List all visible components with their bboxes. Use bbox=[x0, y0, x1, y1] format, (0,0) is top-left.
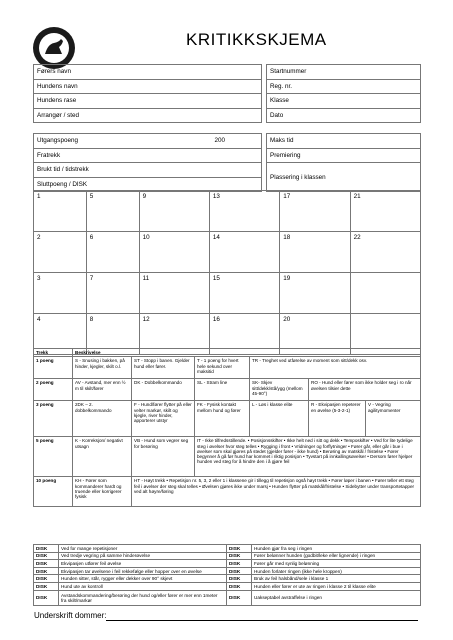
info-label: Klasse bbox=[267, 94, 421, 109]
disk-label: DISK bbox=[227, 590, 252, 605]
exercise-cell bbox=[350, 273, 420, 314]
info-label: Hundens rase bbox=[34, 94, 262, 109]
legend-cell: SK- Skjev sitt/dekk/stå/ygg (mellom 45-90°) bbox=[250, 379, 309, 401]
disk-reason: Hund ute av kontroll bbox=[59, 582, 227, 590]
right-info-table bbox=[266, 64, 421, 123]
legend-cell: RO - Hund eller fører som ikke holder seg i ro når øvelsen tilsier dette bbox=[309, 379, 421, 401]
utgangspoeng-value: 200 bbox=[214, 137, 226, 145]
exercise-cell: 18 bbox=[280, 232, 350, 273]
exercise-cell: 15 bbox=[209, 273, 279, 314]
exercise-cell: 14 bbox=[209, 232, 279, 273]
legend-cell: IT - Ikke tilfredsstillende. • Posisjonsskifter • Ikke helt ned i sitt og dekk • Temposkifter • Ved for lite tydelige steg i øvelser hvor steg telles • Rygging i front • Vridninger og forflytninger • Fører går, eller går i bue i øvelser som skal gjøres på stedet (gjelder fører - ikke hund) • Berøring av matskål / fristelse • Fører begynner å gå før hund har kommet i riktig posisjon • Tyvstart på innkallingsøvelser • Dersom fører hjelper hunden ved steg for å hindre den i å gjøre feil bbox=[195, 437, 421, 477]
info-label: Arrangør / sted bbox=[34, 108, 262, 123]
legend-row-label: 2 poeng bbox=[34, 379, 73, 401]
utgangspoeng-label: Utgangspoeng bbox=[37, 137, 78, 145]
penalty-legend-table bbox=[33, 348, 421, 507]
score-label bbox=[34, 134, 262, 149]
disk-reason: Hunden forlater ringen (ikke hele kroppen) bbox=[252, 567, 421, 575]
legend-cell: DK - Dobbelkommando bbox=[132, 379, 195, 401]
left-info-table bbox=[33, 64, 262, 123]
disk-label: DISK bbox=[227, 545, 252, 553]
exercise-cell: 20 bbox=[280, 314, 350, 355]
info-label: Reg. nr. bbox=[267, 79, 421, 94]
legend-cell: K - Korreksjon/ negativt utsagn bbox=[73, 437, 132, 477]
legend-header: Beskrivelse bbox=[73, 349, 421, 357]
signature-line[interactable] bbox=[106, 620, 418, 621]
exercise-cell: 19 bbox=[280, 273, 350, 314]
exercise-cell: 17 bbox=[280, 191, 350, 232]
page-title: KRITIKKSKJEMA bbox=[186, 30, 327, 49]
disk-reason: Hunden gjør fra seg i ringen bbox=[252, 545, 421, 553]
exercise-cell: 11 bbox=[139, 273, 209, 314]
score-label: Plassering i klassen bbox=[267, 163, 421, 192]
legend-cell: KH - Fører som kommanderer hardt og truende eller korrigerer fysisk bbox=[73, 477, 132, 507]
legend-cell: S - Snusing i bakken, på hinder, kjegler, skilt o.l. bbox=[73, 357, 132, 379]
score-label: Fratrekk bbox=[34, 148, 262, 163]
legend-cell: FK - Fysisk kontakt mellom hund og fører bbox=[195, 401, 250, 437]
exercise-cell: 4 bbox=[34, 314, 87, 355]
score-label: Maks tid bbox=[267, 134, 421, 149]
score-label: Premiering bbox=[267, 148, 421, 163]
disk-reason: Hunden eller fører er ute av ringen i klasse 2 til klasse elite bbox=[252, 582, 421, 590]
exercise-cell: 12 bbox=[139, 314, 209, 355]
exercise-cell: 8 bbox=[86, 314, 139, 355]
legend-cell: ST - Stopp i banen. Gjelder hund eller fører. bbox=[132, 357, 195, 379]
disqualification-table bbox=[33, 544, 421, 606]
disk-label: DISK bbox=[34, 567, 59, 575]
exercise-cell: 21 bbox=[350, 191, 420, 232]
disk-label: DISK bbox=[227, 560, 252, 568]
legend-cell: SL - Stram line bbox=[195, 379, 250, 401]
info-label: Dato bbox=[267, 108, 421, 123]
exercise-cell: 13 bbox=[209, 191, 279, 232]
disk-label: DISK bbox=[227, 567, 252, 575]
disk-reason: Fører belønner hunden (godbit/leke eller lignende) i ringen bbox=[252, 552, 421, 560]
exercise-cell: 9 bbox=[139, 191, 209, 232]
disk-label: DISK bbox=[34, 575, 59, 583]
legend-cell: V - Vegring agilitymomenter bbox=[366, 401, 421, 437]
legend-row-label: 1 poeng bbox=[34, 357, 73, 379]
disk-label: DISK bbox=[227, 552, 252, 560]
disk-reason: Fører går med synlig belønning bbox=[252, 560, 421, 568]
legend-cell: R - Ekvipasjen repeterer en øvelse (5-3-2-1) bbox=[309, 401, 366, 437]
disk-label: DISK bbox=[34, 545, 59, 553]
exercise-cell: 6 bbox=[86, 232, 139, 273]
legend-cell: AV - Avstand, mer enn ½ m til skilt/fører bbox=[73, 379, 132, 401]
legend-cell: L - Løs i klasse elite bbox=[250, 401, 309, 437]
disk-reason: Ekvipasjen tar øvelsene i feil rekkefølge eller hopper over en øvelse bbox=[59, 567, 227, 575]
disk-reason: Hunden sitter, står, rygger eller dekker over 90° skjevt bbox=[59, 575, 227, 583]
exercise-cell: 5 bbox=[86, 191, 139, 232]
disk-reason: Bruk av feil halsbånd/sele i klasse 1 bbox=[252, 575, 421, 583]
legend-row-label: 10 poeng bbox=[34, 477, 73, 507]
legend-cell: T - 1 poeng for hvert hele sekund over maksitid bbox=[195, 357, 250, 379]
legend-cell: HT - Høyt trekk • Repetisjon nr. 5, 3, 2 eller 1 i klassene gir i tillegg til repetisjon også høyt trekk • Fører løper i banen • Fører teller ett steg feil i øvelser der steg skal telles • Øvelsen gjøres ikke under marsj • Hunden flytter på matskål/fristelse • Sidebytter under transportetapper ved alt høyre/føring bbox=[132, 477, 421, 507]
exercise-cell: 3 bbox=[34, 273, 87, 314]
legend-row-label: 3 poeng bbox=[34, 401, 73, 437]
exercise-cell: 1 bbox=[34, 191, 87, 232]
info-label: Hundens navn bbox=[34, 79, 262, 94]
disk-reason: Ved tredje vegring på samme hinderøvelse bbox=[59, 552, 227, 560]
disk-label: DISK bbox=[34, 582, 59, 590]
exercise-cell: 7 bbox=[86, 273, 139, 314]
exercise-score-grid bbox=[33, 190, 421, 355]
legend-cell: TR - Treghet ved utførelse av moment som sitt/dekk osv. bbox=[250, 357, 421, 379]
disk-label: DISK bbox=[34, 590, 59, 605]
disk-reason: Ekvipasjen utfører feil øvelse bbox=[59, 560, 227, 568]
info-label: Startnummer bbox=[267, 65, 421, 80]
disk-reason: Ved for mange repetisjoner bbox=[59, 545, 227, 553]
exercise-cell: 16 bbox=[209, 314, 279, 355]
legend-cell: VB - Hund som vegrer seg for berøring bbox=[132, 437, 195, 477]
exercise-cell: 10 bbox=[139, 232, 209, 273]
score-label: Brukt tid / tidstrekk bbox=[34, 163, 262, 178]
legend-cell: F - Hund/fører flytter på eller velter markør, skilt og kjegle, river hinder, apporterer utstyr bbox=[132, 401, 195, 437]
disk-label: DISK bbox=[227, 582, 252, 590]
legend-row-label: 5 poeng bbox=[34, 437, 73, 477]
legend-cell: 2DK – 2. dobbelkommando bbox=[73, 401, 132, 437]
legend-header: Trekk bbox=[34, 349, 73, 357]
disk-reason: Uakseptabel avstraffelse i ringen bbox=[252, 590, 421, 605]
exercise-cell: 22 bbox=[350, 232, 420, 273]
score-label: Sluttpoeng / DISK bbox=[34, 177, 262, 192]
placement-table bbox=[266, 133, 421, 192]
disk-label: DISK bbox=[34, 560, 59, 568]
disk-label: DISK bbox=[34, 552, 59, 560]
disk-label: DISK bbox=[227, 575, 252, 583]
score-summary-table bbox=[33, 133, 262, 192]
exercise-cell: 2 bbox=[34, 232, 87, 273]
signature-label: Underskrift dommer: bbox=[34, 611, 107, 620]
disk-reason: Avstandskommandering/berøring der hund og/eller fører er mer enn 1meter fra skilt/markør bbox=[59, 590, 227, 605]
info-label: Førers navn bbox=[34, 65, 262, 80]
